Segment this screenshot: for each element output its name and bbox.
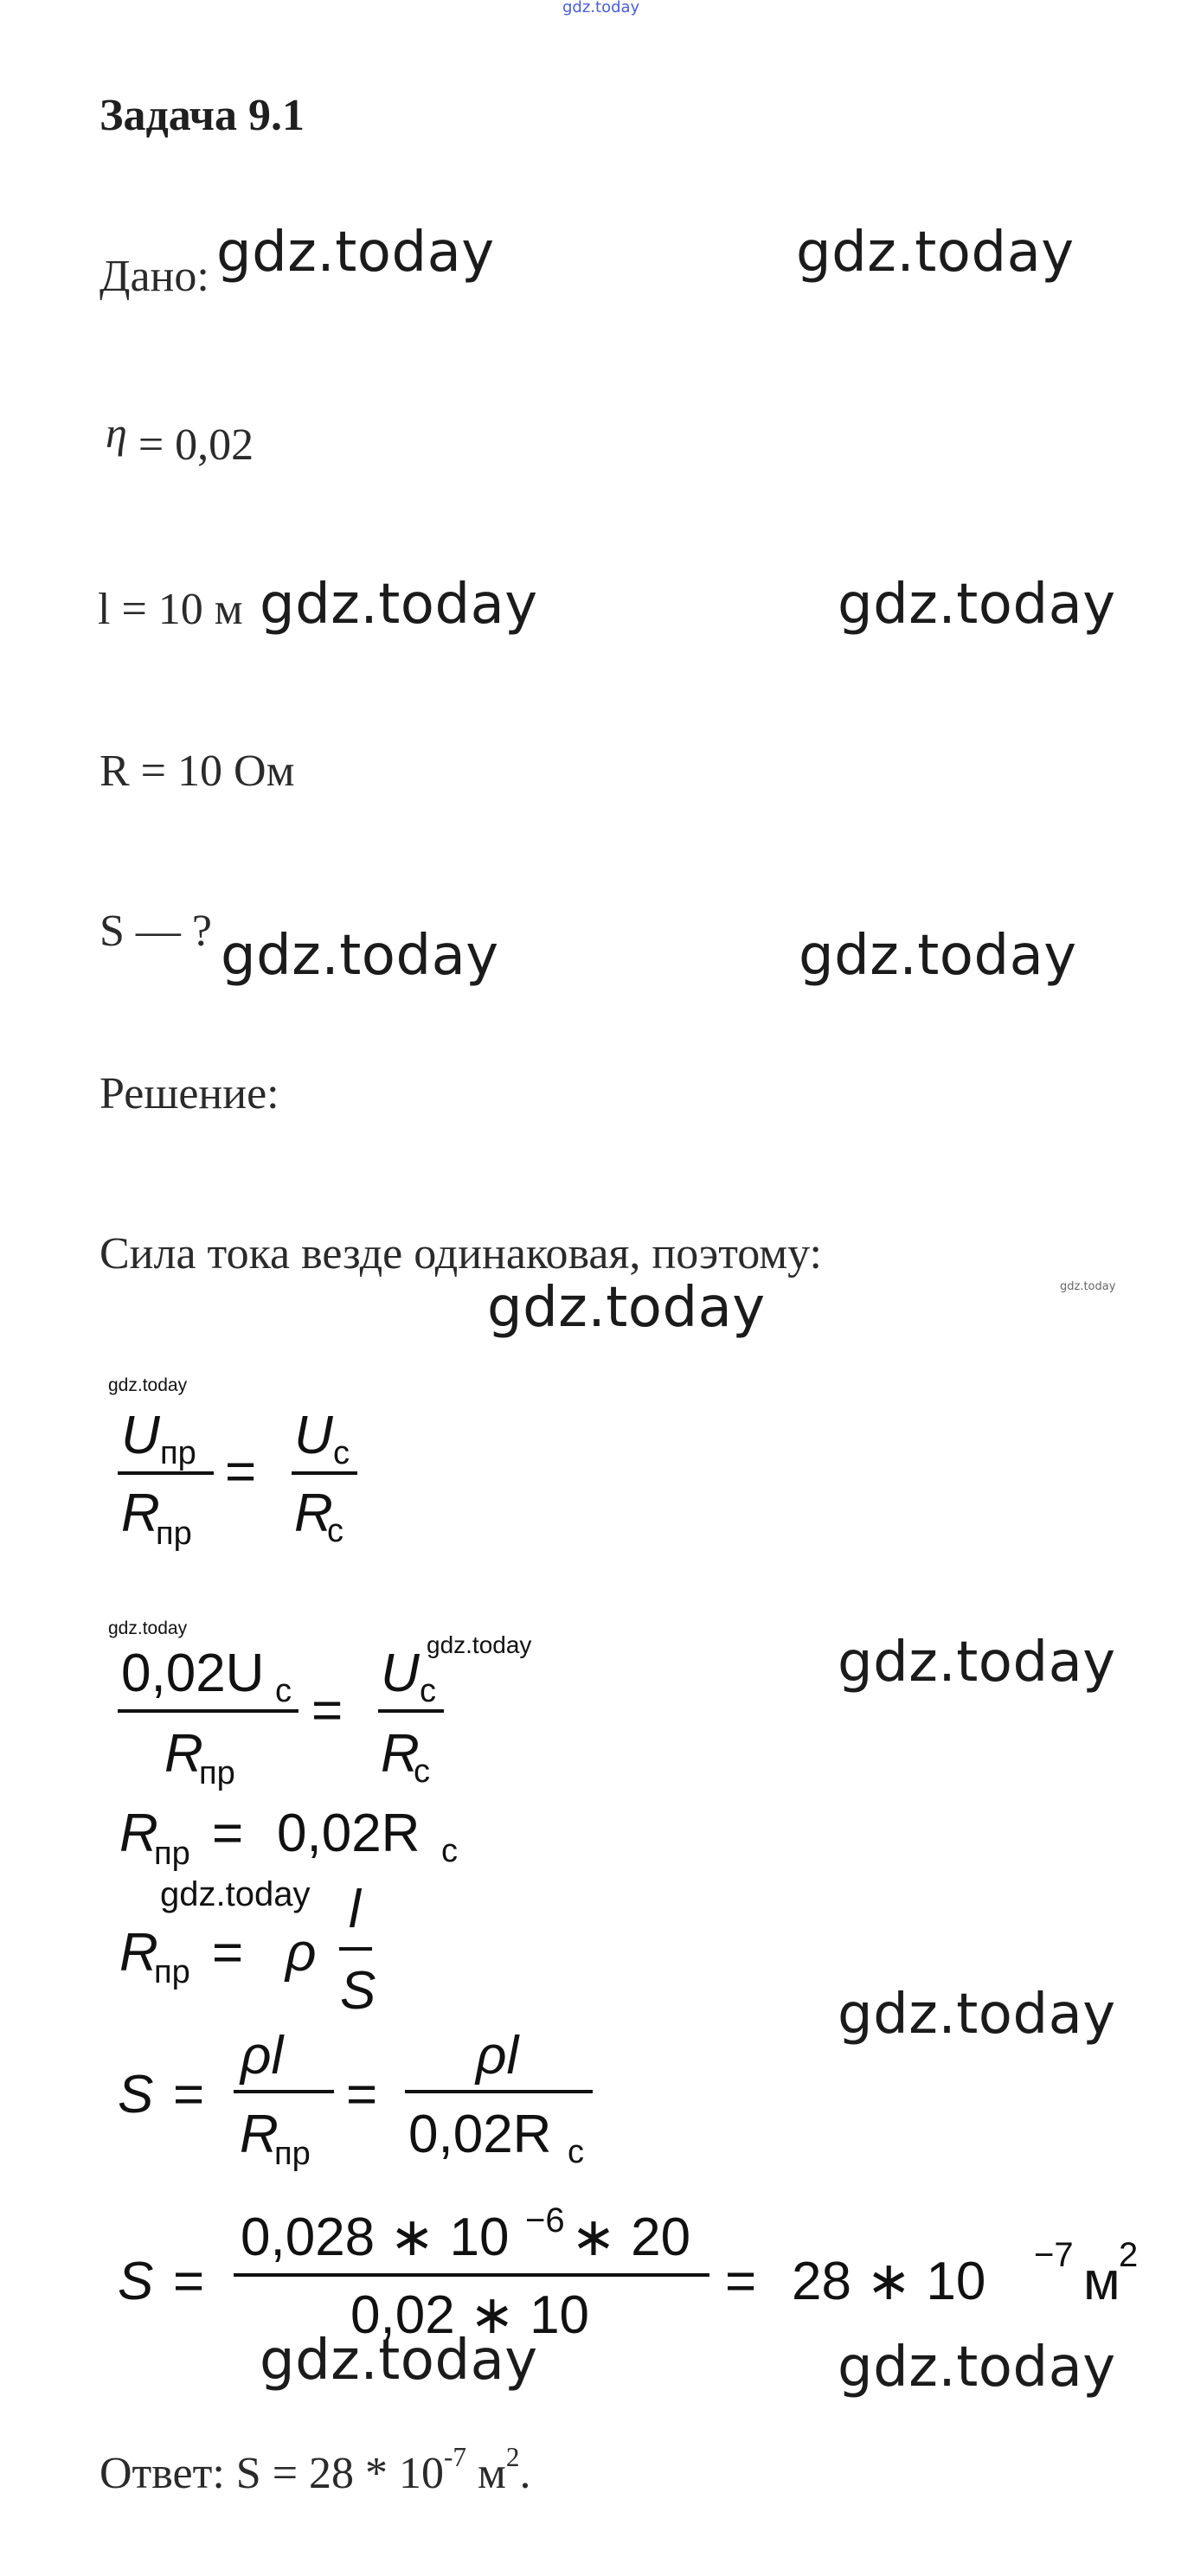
svg-text:R: R (119, 1923, 158, 1983)
watermark-small: gdz.today (108, 1618, 188, 1638)
svg-text:−6: −6 (525, 2201, 565, 2240)
watermark-small: gdz.today (427, 1631, 532, 1658)
svg-text:с: с (327, 1513, 343, 1549)
svg-text:0,02R: 0,02R (408, 2105, 552, 2164)
svg-text:=: = (173, 2065, 205, 2124)
answer-exponent: -7 (444, 2442, 467, 2473)
svg-text:пр: пр (154, 1954, 190, 1990)
svg-text:ρl: ρl (476, 2026, 519, 2086)
svg-text:=: = (311, 1681, 343, 1740)
length-given: l = 10 м (98, 585, 243, 634)
svg-text:с: с (333, 1435, 350, 1471)
given-label: Дано: (100, 252, 209, 301)
svg-text:=: = (173, 2252, 205, 2311)
equation-area (118, 2026, 593, 2172)
svg-text:−7: −7 (1034, 2236, 1074, 2274)
unknown-given: S — ? (100, 907, 212, 956)
svg-text:R: R (121, 1483, 160, 1543)
svg-text:пр: пр (160, 1435, 196, 1471)
eta-line (106, 408, 254, 471)
svg-text:с: с (441, 1833, 458, 1869)
watermark-top: gdz.today (562, 0, 640, 16)
svg-text:R: R (164, 1724, 203, 1784)
answer-end: . (519, 2449, 531, 2498)
watermark: gdz.today (838, 573, 1116, 637)
svg-text:2: 2 (1119, 2236, 1139, 2274)
equations (0, 1349, 1194, 2370)
eta-value: = 0,02 (138, 420, 254, 470)
svg-text:28 ∗ 10: 28 ∗ 10 (792, 2252, 986, 2311)
svg-text:0,02 ∗ 10: 0,02 ∗ 10 (350, 2285, 590, 2345)
equation-voltage-ratio (118, 1644, 444, 1791)
watermark: gdz.today (838, 1983, 1116, 2047)
solution-note: Сила тока везде одинаковая, поэтому: (100, 1229, 822, 1278)
page-title: Задача 9.1 (100, 91, 305, 140)
svg-text:=: = (225, 1442, 257, 1502)
answer-line (100, 2442, 531, 2499)
watermark: gdz.today (838, 2336, 1116, 2400)
svg-text:S: S (118, 2065, 154, 2124)
svg-text:пр: пр (274, 2136, 311, 2172)
equation-resistance (119, 1804, 458, 1872)
svg-text:с: с (275, 1673, 292, 1709)
eta-symbol: η (106, 408, 127, 457)
svg-text:R: R (240, 2105, 279, 2164)
svg-text:S: S (118, 2252, 154, 2311)
svg-text:=: = (725, 2252, 757, 2311)
watermark: gdz.today (160, 1875, 311, 1913)
svg-text:ρl: ρl (241, 2026, 284, 2086)
answer-unit: м (466, 2449, 506, 2498)
svg-text:R: R (119, 1804, 158, 1863)
watermark: gdz.today (799, 924, 1077, 988)
answer-prefix: Ответ: S = 28 * 10 (100, 2449, 445, 2498)
svg-text:0,02R: 0,02R (277, 1804, 420, 1863)
svg-text:пр: пр (154, 1836, 190, 1872)
watermark: gdz.today (487, 1276, 766, 1340)
svg-text:U: U (121, 1406, 160, 1465)
svg-text:l: l (349, 1880, 361, 1939)
resistance-given: R = 10 Ом (100, 747, 295, 796)
watermark-small: gdz.today (108, 1375, 188, 1395)
watermark: gdz.today (796, 221, 1075, 285)
watermark: gdz.today (216, 221, 495, 285)
svg-text:пр: пр (156, 1515, 192, 1552)
svg-text:м: м (1083, 2252, 1120, 2311)
equation-current-ratio (118, 1406, 357, 1552)
answer-unit-exponent: 2 (505, 2442, 520, 2473)
watermark: gdz.today (260, 573, 538, 637)
watermark: gdz.today (221, 924, 499, 988)
svg-text:с: с (568, 2134, 584, 2170)
solution-label: Решение: (100, 1069, 279, 1118)
watermark: gdz.today (260, 2329, 538, 2393)
svg-text:0,028 ∗ 10: 0,028 ∗ 10 (241, 2208, 510, 2267)
svg-text:с: с (414, 1753, 430, 1790)
svg-text:=: = (212, 1923, 244, 1983)
svg-text:=: = (346, 2065, 378, 2124)
svg-text:R: R (381, 1724, 420, 1784)
svg-text:U: U (381, 1644, 420, 1703)
svg-text:с: с (420, 1673, 436, 1709)
svg-text:пр: пр (199, 1755, 235, 1791)
equation-numeric (118, 2201, 1138, 2345)
svg-text:U: U (294, 1406, 333, 1465)
svg-text:=: = (212, 1804, 244, 1863)
svg-text:S: S (340, 1961, 376, 2021)
watermark-small: gdz.today (1060, 1280, 1116, 1293)
svg-text:∗ 20: ∗ 20 (571, 2208, 691, 2267)
watermark: gdz.today (838, 1631, 1116, 1695)
svg-text:R: R (294, 1483, 333, 1543)
svg-text:0,02U: 0,02U (121, 1644, 265, 1703)
svg-text:ρ: ρ (286, 1923, 317, 1983)
